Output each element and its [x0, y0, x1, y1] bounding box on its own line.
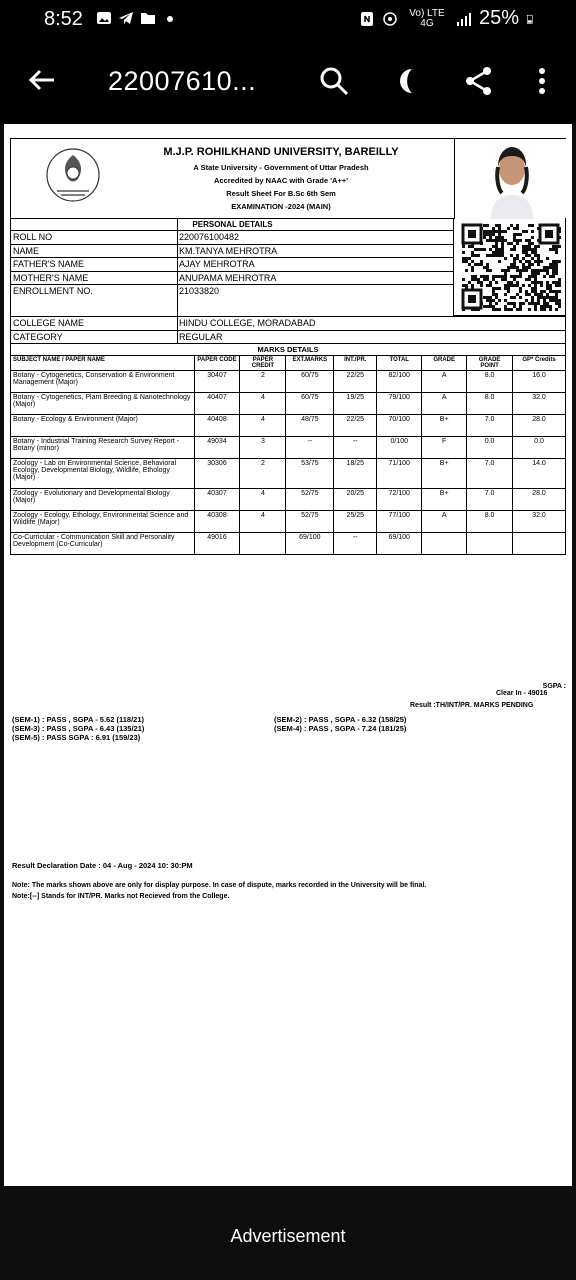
- marks-body: [11, 371, 566, 555]
- college-block: [10, 316, 566, 343]
- column-header: PAPER CREDIT: [240, 356, 286, 371]
- value-cell: 49016: [194, 533, 240, 555]
- mother-name-label: MOTHER'S NAME: [13, 272, 89, 283]
- value-cell: 4: [240, 511, 286, 533]
- value-cell: 7.0: [467, 459, 513, 489]
- result-sheet: [10, 138, 566, 690]
- table-row: [11, 459, 566, 489]
- gallery-icon: [96, 10, 112, 26]
- document-title: 22007610...: [108, 66, 257, 96]
- folder-icon: [140, 10, 156, 26]
- sem-5-result: (SEM-5) : PASS SGPA : 6.91 (159/23): [12, 733, 141, 742]
- value-cell: 22/25: [334, 415, 377, 437]
- value-cell: 2: [240, 371, 286, 393]
- name-value: KM.TANYA MEHROTRA: [179, 245, 278, 256]
- column-header: SUBJECT NAME / PAPER NAME: [11, 356, 195, 371]
- value-cell: 30306: [194, 459, 240, 489]
- university-logo: [41, 143, 105, 207]
- enrollment-row: [11, 285, 454, 299]
- table-row: [11, 437, 566, 459]
- marks-table: [10, 343, 566, 555]
- value-cell: 4: [240, 415, 286, 437]
- subject-cell: Zoology - Evolutionary and Developmental Biology (Major): [11, 489, 195, 511]
- table-row: [11, 489, 566, 511]
- value-cell: F: [422, 437, 467, 459]
- status-bar: [0, 0, 576, 42]
- battery-icon: [526, 11, 536, 27]
- value-cell: 40307: [194, 489, 240, 511]
- hotspot-icon: [382, 11, 398, 27]
- sem-result-left: [12, 715, 144, 742]
- name-row: [11, 245, 454, 259]
- sem-2-result: (SEM-2) : PASS , SGPA - 6.32 (158/25): [274, 715, 407, 724]
- value-cell: 30407: [194, 371, 240, 393]
- value-cell: 8.0: [467, 511, 513, 533]
- table-row: [11, 533, 566, 555]
- signal-icon: [456, 11, 472, 27]
- clear-in: Clear In - 49016: [496, 690, 548, 697]
- student-photo: [454, 139, 567, 219]
- value-cell: 0.0: [467, 437, 513, 459]
- note-int-pr: Note:[--] Stands for INT/PR. Marks not Recieved from the College.: [12, 893, 230, 900]
- roll-no-label: ROLL NO: [13, 232, 53, 242]
- subtitle-line: Accredited by NAAC with Grade 'A++': [213, 176, 348, 185]
- college-name-value: HINDU COLLEGE, MORADABAD: [179, 318, 316, 328]
- subject-cell: Zoology - Ecology, Ethology, Environmental Science and Wildlife (Major): [11, 511, 195, 533]
- value-cell: B+: [422, 489, 467, 511]
- table-row: [11, 415, 566, 437]
- value-cell: 71/100: [377, 459, 422, 489]
- subtitle-line: EXAMINATION -2024 (MAIN): [231, 202, 331, 211]
- nfc-icon: [359, 11, 375, 27]
- father-name-label: FATHER'S NAME: [13, 259, 85, 269]
- value-cell: 2: [240, 459, 286, 489]
- value-cell: 69/100: [286, 533, 334, 555]
- value-cell: 32.0: [513, 511, 566, 533]
- subject-cell: Botany - Ecology & Environment (Major): [11, 415, 195, 437]
- value-cell: 0/100: [377, 437, 422, 459]
- value-cell: 28.0: [513, 415, 566, 437]
- table-row: [11, 393, 566, 415]
- qr-code: [453, 218, 566, 316]
- status-time: 8:52: [44, 8, 83, 30]
- value-cell: 49034: [194, 437, 240, 459]
- table-row: [11, 371, 566, 393]
- value-cell: 70/100: [377, 415, 422, 437]
- column-header: GRADE: [422, 356, 467, 371]
- father-name-row: [11, 258, 454, 272]
- college-name-label: COLLEGE NAME: [13, 318, 85, 328]
- subject-cell: Botany - Cytogenetics, Conservation & Environment Management (Major): [11, 371, 195, 393]
- value-cell: A: [422, 393, 467, 415]
- father-name-value: AJAY MEHROTRA: [179, 259, 255, 269]
- value-cell: 40308: [194, 511, 240, 533]
- value-cell: 60/75: [286, 393, 334, 415]
- battery-percent: 25%: [478, 7, 519, 29]
- sgpa-label: SGPA :: [542, 683, 566, 690]
- value-cell: [513, 533, 566, 555]
- college-name-row: [11, 317, 565, 331]
- sheet-header: [10, 138, 566, 218]
- value-cell: [422, 533, 467, 555]
- value-cell: 16.0: [513, 371, 566, 393]
- value-cell: 32.0: [513, 393, 566, 415]
- value-cell: 4: [240, 489, 286, 511]
- category-value: REGULAR: [179, 331, 223, 342]
- value-cell: 69/100: [377, 533, 422, 555]
- value-cell: [467, 533, 513, 555]
- mother-name-row: [11, 272, 454, 286]
- declaration-date: Result Declaration Date : 04 - Aug - 2024 10: 30:PM: [12, 861, 193, 870]
- column-header: TOTAL: [377, 356, 422, 371]
- value-cell: 52/75: [286, 489, 334, 511]
- value-cell: 40407: [194, 393, 240, 415]
- value-cell: 18/25: [334, 459, 377, 489]
- value-cell: 4: [240, 393, 286, 415]
- note-display: Note: The marks shown above are only for display purpose. In case of dispute, marks recorded in the University will be final.: [12, 882, 427, 889]
- telegram-icon: [118, 10, 134, 26]
- column-header: PAPER CODE: [194, 356, 240, 371]
- subject-cell: Zoology - Lab on Environmental Science, Behavioral Ecology, Developmental Biology, Wildlife, Ethology (Major): [11, 459, 195, 489]
- value-cell: 0.0: [513, 437, 566, 459]
- column-header: EXT.MARKS: [286, 356, 334, 371]
- column-header: INT./PR.: [334, 356, 377, 371]
- ad-banner[interactable]: [0, 1186, 576, 1280]
- personal-details-title: PERSONAL DETAILS: [192, 220, 273, 229]
- column-header: GRADE POINT: [467, 356, 513, 371]
- value-cell: 25/25: [334, 511, 377, 533]
- category-label: CATEGORY: [13, 331, 63, 342]
- night-mode-icon[interactable]: [392, 64, 424, 98]
- personal-details-block: [10, 218, 453, 316]
- back-arrow-icon[interactable]: [26, 64, 58, 96]
- value-cell: 28.0: [513, 489, 566, 511]
- system-icons: [359, 7, 536, 30]
- subject-cell: Botany - Cytogenetics, Plant Breeding & Nanotechnology (Major): [11, 393, 195, 415]
- more-options-icon[interactable]: [526, 64, 558, 98]
- subject-cell: Co-Curricular - Communication Skill and Personality Development (Co-Curricular): [11, 533, 195, 555]
- subtitle-line: A State University - Government of Uttar Pradesh: [193, 163, 369, 172]
- value-cell: 7.0: [467, 415, 513, 437]
- value-cell: 20/25: [334, 489, 377, 511]
- value-cell: 52/75: [286, 511, 334, 533]
- value-cell: A: [422, 511, 467, 533]
- university-name: M.J.P. ROHILKHAND UNIVERSITY, BAREILLY: [163, 146, 399, 158]
- value-cell: 77/100: [377, 511, 422, 533]
- value-cell: 3: [240, 437, 286, 459]
- value-cell: 8.0: [467, 393, 513, 415]
- dot-icon: [162, 10, 178, 26]
- advertisement-label: Advertisement: [230, 1226, 346, 1246]
- notification-icons: [96, 10, 178, 26]
- sem-4-result: (SEM-4) : PASS , SGPA - 7.24 (181/25): [274, 724, 407, 733]
- sem-result-right: [274, 715, 406, 733]
- value-cell: 22/25: [334, 371, 377, 393]
- subject-cell: Botany - Industrial Training Research Survey Report - Botany (minor): [11, 437, 195, 459]
- category-row: [11, 331, 565, 345]
- sem-1-result: (SEM-1) : PASS , SGPA - 5.62 (118/21): [12, 715, 144, 724]
- value-cell: 48/75: [286, 415, 334, 437]
- value-cell: 79/100: [377, 393, 422, 415]
- sem-3-result: (SEM-3) : PASS , SGPA - 6.43 (135/21): [12, 724, 145, 733]
- value-cell: A: [422, 371, 467, 393]
- search-icon[interactable]: [318, 64, 350, 98]
- value-cell: 7.0: [467, 489, 513, 511]
- value-cell: B+: [422, 459, 467, 489]
- share-icon[interactable]: [463, 64, 495, 98]
- value-cell: B+: [422, 415, 467, 437]
- table-row: [11, 511, 566, 533]
- value-cell: --: [334, 437, 377, 459]
- roll-no-value: 220076100482: [179, 232, 240, 242]
- marks-details-title: MARKS DETAILS: [11, 344, 566, 356]
- marks-header-row: [11, 356, 566, 371]
- column-header: GP* Credits: [513, 356, 566, 371]
- value-cell: --: [334, 533, 377, 555]
- value-cell: 53/75: [286, 459, 334, 489]
- subtitle-line: Result Sheet For B.Sc 6th Sem: [226, 189, 336, 198]
- network-label: Vo) LTE 4G: [409, 7, 445, 29]
- roll-no-row: [11, 231, 454, 245]
- value-cell: 40408: [194, 415, 240, 437]
- value-cell: 82/100: [377, 371, 422, 393]
- enrollment-value: 21033820: [179, 286, 220, 296]
- value-cell: 60/75: [286, 371, 334, 393]
- result-status: Result :TH/INT/PR. MARKS PENDING: [410, 702, 534, 709]
- value-cell: [240, 533, 286, 555]
- app-toolbar: [0, 42, 576, 124]
- enrollment-label: ENROLLMENT NO.: [13, 286, 93, 296]
- mother-name-value: ANUPAMA MEHROTRA: [179, 272, 277, 283]
- name-label: NAME: [13, 245, 40, 256]
- value-cell: 14.0: [513, 459, 566, 489]
- value-cell: --: [286, 437, 334, 459]
- value-cell: 19/25: [334, 393, 377, 415]
- value-cell: 72/100: [377, 489, 422, 511]
- value-cell: 8.0: [467, 371, 513, 393]
